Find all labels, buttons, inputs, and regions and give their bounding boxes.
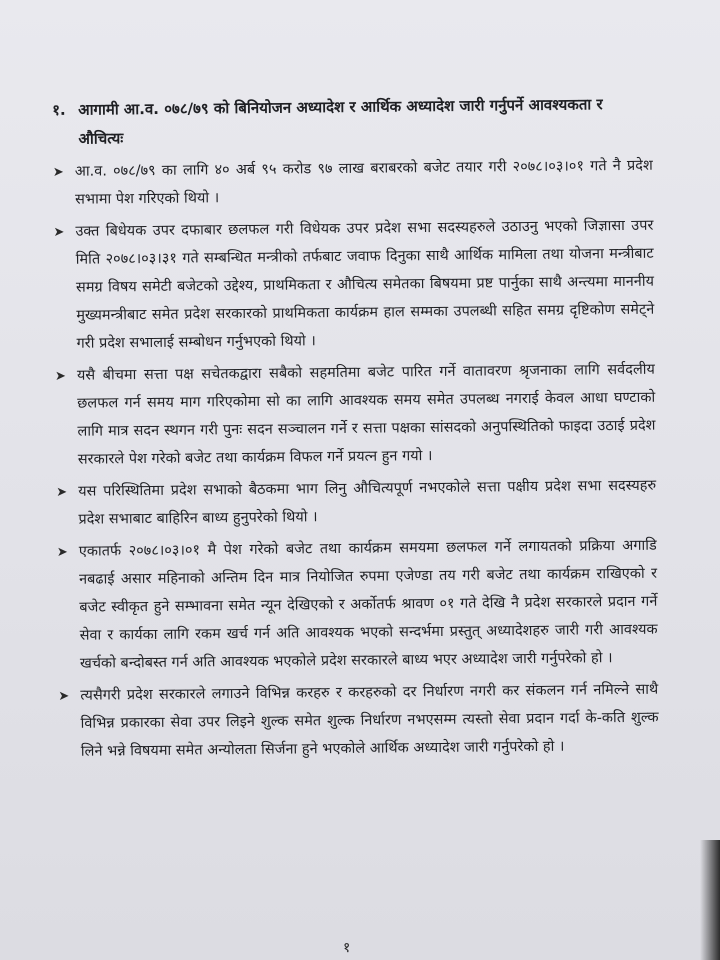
- section-title: आगामी आ.व. ०७८/७९ को बिनियोजन अध्यादेश र आर्थिक अध्यादेश जारी गर्नुपर्ने आवश्यकता र औचित्यः: [78, 95, 603, 148]
- list-item: [53, 212, 654, 358]
- list-item: [58, 676, 659, 766]
- bullet-text: त्यसैगरी प्रदेश सरकारले लगाउने विभिन्न करहरु र करहरुको दर निर्धारण नगरी कर संकलन गर्न नमिल्ने साथै विभिन्न प्रकारका सेवा उपर लिइने शुल्क समेत शुल्क निर्धारण नभएसम्म त्यस्तो सेवा प्रदान गर्दा के-कति शुल्क लिने भन्ने विषयमा समेत अन्योलता सिर्जना हुने भएकोले आर्थिक अध्यादेश जारी गर्नुपरेको हो ।: [80, 681, 659, 760]
- section-number: १.: [52, 100, 66, 119]
- arrowhead-bullet-icon: ➤: [58, 688, 70, 704]
- section-heading: [52, 90, 653, 154]
- list-item: [57, 532, 658, 678]
- arrowhead-bullet-icon: ➤: [53, 224, 65, 240]
- bullet-text: एकातर्फ २०७८।०३।०१ मै पेश गरेको बजेट तथा कार्यक्रम समयमा छलफल गर्ने लगायतको प्रक्रिया अगाडि नबढाई असार महिनाको अन्तिम दिन मात्र नियोजित रुपमा एजेण्डा तय गरी बजेट तथा कार्यक्रम राखिएको र बजेट स्वीकृत हुने सम्भावना समेत न्यून देखिएको र अर्कोतर्फ श्रावण ०१ गते देखि नै प्रदेश सरकारले प्रदान गर्ने सेवा र कार्यका लागि रकम खर्च गर्न अति आवश्यक भएको सन्दर्भमा प्रस्तुत् अध्यादेशहरु जारी गरी आवश्यक खर्चको बन्दोबस्त गर्न अति आवश्यक भएकोले प्रदेश सरकारले बाध्य भएर अध्यादेश जारी गर्नुपरेको हो ।: [78, 537, 658, 672]
- bullet-text: उक्त बिधेयक उपर दफाबार छलफल गरी विधेयक उपर प्रदेश सभा सदस्यहरुले उठाउनु भएको जिज्ञासा उपर मिति २०७८।०३।३१ गते सम्बन्धित मन्त्रीको तर्फबाट जवाफ दिनुका साथै आर्थिक मामिला तथा योजना मन्त्रीबाट समग्र विषय समेटी बजेटको उद्देश्य, प्राथमिकता र औचित्य समेतका बिषयमा प्रष्ट पार्नुका साथै अन्त्यमा माननीय मुख्यमन्त्रीबाट समेत प्रदेश सरकारको प्राथमिकता कार्यक्रम हाल सम्मका उपलब्धी सहित समग्र दृष्टिकोण समेट्ने गरी प्रदेश सभालाई सम्बोधन गर्नुभएको थियो ।: [75, 217, 655, 352]
- arrowhead-bullet-icon: ➤: [54, 368, 66, 384]
- document-body: [52, 90, 659, 770]
- list-item: [56, 472, 657, 534]
- bullet-text: आ.व. ०७८/७९ का लागि ४० अर्ब ९५ करोड ९७ लाख बराबरको बजेट तयार गरी २०७८।०३।०१ गते नै प्रदेश सभामा पेश गरिएको थियो ।: [74, 157, 653, 208]
- list-item: [53, 152, 654, 214]
- page-number: १: [343, 940, 351, 956]
- bullet-text: यसै बीचमा सत्ता पक्ष सचेतकद्वारा सबैको सहमतिमा बजेट पारित गर्ने वातावरण श्रृजनाका लागि सर्वदलीय छलफल गर्न समय माग गरिएकोमा सो का लागि आवश्यक समय समेत उपलब्ध नगराई केवल आधा घण्टाको लागि मात्र सदन स्थगन गरी पुनः सदन सञ्चालन गर्ने र सत्ता पक्षका सांसदको अनुपस्थितिको फाइदा उठाई प्रदेश सरकारले पेश गरेको बजेट तथा कार्यक्रम विफल गर्ने प्रयत्न हुन गयो ।: [76, 361, 656, 468]
- list-item: [55, 356, 656, 474]
- bullet-text: यस परिस्थितिमा प्रदेश सभाको बैठकमा भाग लिनु औचित्यपूर्ण नभएकोले सत्ता पक्षीय प्रदेश सभा सदस्यहरु प्रदेश सभाबाट बाहिरिन बाध्य हुनुपरेको थियो ।: [78, 477, 657, 528]
- arrowhead-bullet-icon: ➤: [56, 544, 68, 560]
- page-edge-shadow: [700, 840, 720, 960]
- bullet-list: [53, 152, 659, 766]
- arrowhead-bullet-icon: ➤: [56, 484, 68, 500]
- arrowhead-bullet-icon: ➤: [52, 164, 64, 180]
